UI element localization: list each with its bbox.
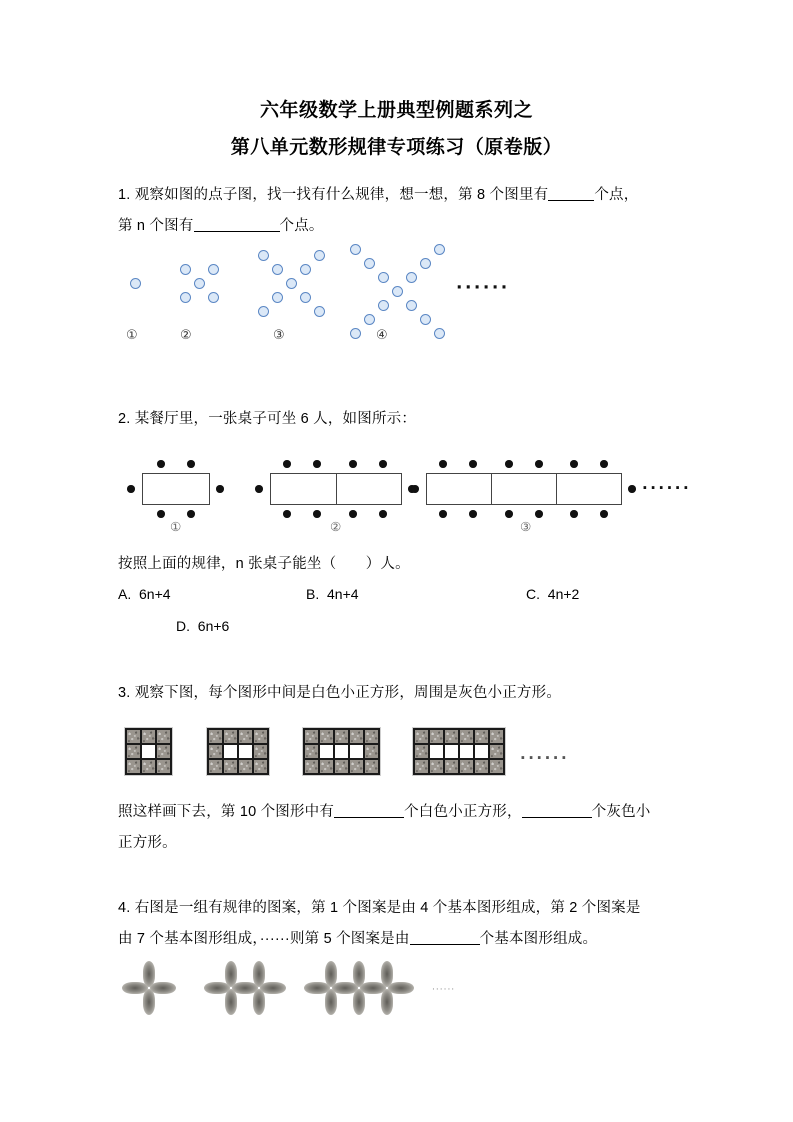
dot	[314, 306, 325, 317]
question-4-ellipsis: ······	[432, 985, 456, 995]
gray-square	[430, 730, 443, 743]
square-figure-3	[302, 727, 381, 776]
document-title	[118, 0, 675, 166]
table-rect	[270, 473, 402, 505]
seat-dot	[283, 460, 291, 468]
table-group-2	[252, 459, 412, 517]
gray-square	[335, 730, 348, 743]
seat-dot	[439, 460, 447, 468]
white-square	[430, 745, 443, 758]
gray-square	[350, 730, 363, 743]
question-4-blank-1[interactable]	[410, 944, 480, 945]
dot	[194, 278, 205, 289]
question-3-text-d: 正方形。	[118, 835, 177, 851]
petal	[304, 982, 330, 994]
question-2-text: 2. 某餐厅里，一张桌子可坐 6 人，如图所示：	[118, 411, 417, 427]
option-c[interactable]	[526, 586, 579, 602]
petal	[381, 989, 393, 1015]
dot	[180, 264, 191, 275]
gray-square	[209, 760, 222, 773]
table-cell	[557, 474, 621, 504]
petal	[253, 989, 265, 1015]
gray-square	[490, 760, 503, 773]
gray-square	[224, 760, 237, 773]
seat-dot	[628, 485, 636, 493]
seat-dot	[469, 510, 477, 518]
gray-square	[209, 730, 222, 743]
white-square	[224, 745, 237, 758]
option-d[interactable]	[176, 618, 229, 634]
question-3-ellipsis: ······	[520, 749, 570, 767]
gray-square	[127, 730, 140, 743]
dot	[378, 272, 389, 283]
option-a-value: 6n+4	[139, 586, 171, 602]
question-2-options	[118, 586, 675, 648]
flower-pattern-1	[124, 963, 176, 1013]
question-1-text-c: 第 n 个图有	[118, 218, 194, 234]
dot	[364, 314, 375, 325]
figure-label-1: ①	[126, 328, 138, 343]
petal	[143, 989, 155, 1015]
dot	[258, 250, 269, 261]
dot	[378, 300, 389, 311]
question-4-text	[118, 893, 675, 955]
question-4-figure	[118, 963, 675, 1025]
table-label-2: ②	[330, 519, 342, 534]
gray-square	[305, 745, 318, 758]
white-square	[460, 745, 473, 758]
dot	[434, 244, 445, 255]
dot	[208, 292, 219, 303]
option-a[interactable]	[118, 586, 171, 602]
question-1-blank-2[interactable]	[194, 231, 280, 232]
question-1	[118, 180, 675, 356]
seat-dot	[379, 460, 387, 468]
gray-square	[305, 760, 318, 773]
white-square	[475, 745, 488, 758]
gray-square	[350, 760, 363, 773]
option-a-key: A.	[118, 586, 132, 602]
question-1-text	[118, 180, 675, 242]
question-3-text-c: 个灰色小	[591, 804, 651, 820]
flower-unit	[236, 965, 282, 1011]
seat-dot	[535, 510, 543, 518]
seat-dot	[600, 460, 608, 468]
question-1-text-d: 个点。	[279, 218, 324, 234]
table-cell	[492, 474, 557, 504]
question-3-text-b: 个白色小正方形，	[404, 804, 522, 820]
flower-pattern-2	[206, 963, 292, 1013]
dot	[364, 258, 375, 269]
seat-dot	[283, 510, 291, 518]
dot	[420, 258, 431, 269]
dot	[392, 286, 403, 297]
white-square	[239, 745, 252, 758]
option-b[interactable]	[306, 586, 359, 602]
seat-dot	[469, 460, 477, 468]
gray-square	[320, 730, 333, 743]
question-3	[118, 678, 675, 859]
dot	[130, 278, 141, 289]
dot	[406, 300, 417, 311]
table-cell	[271, 474, 337, 504]
seat-dot	[187, 460, 195, 468]
table-group-3	[408, 459, 632, 517]
question-3-prompt	[118, 797, 675, 859]
dot	[314, 250, 325, 261]
dot	[208, 264, 219, 275]
question-1-blank-1[interactable]	[548, 200, 594, 201]
seat-dot	[313, 510, 321, 518]
dot-pattern-2	[180, 264, 226, 310]
gray-square	[445, 730, 458, 743]
table-rect	[426, 473, 622, 505]
gray-square	[460, 760, 473, 773]
question-3-blank-1[interactable]	[334, 817, 404, 818]
question-1-text-b: 个点，	[594, 187, 639, 203]
dot	[350, 328, 361, 339]
seat-dot	[313, 460, 321, 468]
seat-dot	[505, 510, 513, 518]
dot	[286, 278, 297, 289]
petal	[388, 982, 414, 994]
table-rect	[142, 473, 210, 505]
petal	[204, 982, 230, 994]
question-2-prompt: 按照上面的规律，n 张桌子能坐（ ）人。	[118, 556, 410, 572]
table-label-3: ③	[520, 519, 532, 534]
seat-dot	[570, 510, 578, 518]
figure-label-4: ④	[376, 328, 388, 343]
option-c-value: 4n+2	[547, 586, 580, 602]
gray-square	[490, 745, 503, 758]
gray-square	[239, 760, 252, 773]
gray-square	[415, 760, 428, 773]
table-group-1	[124, 459, 220, 517]
gray-square	[142, 760, 155, 773]
seat-dot	[157, 510, 165, 518]
dot-pattern-1	[130, 278, 150, 298]
dot	[350, 244, 361, 255]
gray-square	[157, 745, 170, 758]
option-b-key: B.	[306, 586, 320, 602]
dot	[434, 328, 445, 339]
white-square	[335, 745, 348, 758]
gray-square	[142, 730, 155, 743]
dot	[300, 292, 311, 303]
dot	[406, 272, 417, 283]
question-4-text-b: 由 7 个基本图形组成，······则第 5 个图案是由	[118, 931, 410, 947]
gray-square	[254, 745, 267, 758]
table-cell	[337, 474, 402, 504]
gray-square	[415, 730, 428, 743]
dot	[300, 264, 311, 275]
gray-square	[475, 760, 488, 773]
question-2-figure	[118, 445, 692, 537]
question-3-figure	[118, 721, 675, 791]
question-3-text-a: 照这样画下去，第 10 个图形中有	[118, 804, 335, 820]
white-square	[142, 745, 155, 758]
question-2-ellipsis: ······	[642, 479, 692, 497]
dot	[272, 292, 283, 303]
question-1-ellipsis: ······	[456, 278, 510, 298]
option-d-key: D.	[176, 618, 190, 634]
option-d-value: 6n+6	[197, 618, 230, 634]
dot	[258, 306, 269, 317]
table-label-1: ①	[170, 519, 182, 534]
dot	[420, 314, 431, 325]
table-cell	[427, 474, 492, 504]
gray-square	[254, 730, 267, 743]
gray-square	[430, 760, 443, 773]
seat-dot	[535, 460, 543, 468]
square-figure-4	[412, 727, 506, 776]
gray-square	[127, 760, 140, 773]
figure-label-3: ③	[273, 328, 285, 343]
gray-square	[254, 760, 267, 773]
flower-unit	[126, 965, 172, 1011]
seat-dot	[411, 485, 419, 493]
seat-dot	[157, 460, 165, 468]
gray-square	[305, 730, 318, 743]
seat-dot	[505, 460, 513, 468]
white-square	[320, 745, 333, 758]
option-b-value: 4n+4	[327, 586, 359, 602]
gray-square	[157, 730, 170, 743]
gray-square	[445, 760, 458, 773]
dot-pattern-4	[350, 244, 452, 346]
question-2	[118, 404, 692, 648]
gray-square	[127, 745, 140, 758]
question-1-figure	[118, 256, 675, 356]
gray-square	[239, 730, 252, 743]
dot	[272, 264, 283, 275]
seat-dot	[349, 510, 357, 518]
flower-pattern-3	[306, 963, 426, 1013]
seat-dot	[570, 460, 578, 468]
gray-square	[415, 745, 428, 758]
question-3-text: 3. 观察下图，每个图形中间是白色小正方形，周围是灰色小正方形。	[118, 685, 562, 701]
gray-square	[365, 730, 378, 743]
question-4	[118, 893, 675, 1025]
seat-dot	[216, 485, 224, 493]
seat-dot	[600, 510, 608, 518]
gray-square	[224, 730, 237, 743]
square-figure-2	[206, 727, 270, 776]
seat-dot	[439, 510, 447, 518]
question-3-blank-2[interactable]	[522, 817, 592, 818]
option-c-key: C.	[526, 586, 540, 602]
figure-label-2: ②	[180, 328, 192, 343]
seat-dot	[349, 460, 357, 468]
gray-square	[209, 745, 222, 758]
question-4-text-c: 个基本图形组成。	[479, 931, 598, 947]
title-line-2: 第八单元数形规律专项练习（原卷版）	[230, 137, 563, 158]
white-square	[445, 745, 458, 758]
gray-square	[460, 730, 473, 743]
question-4-text-a: 4. 右图是一组有规律的图案，第 1 个图案是由 4 个基本图形组成，第 2 个图案是	[118, 900, 641, 916]
seat-dot	[127, 485, 135, 493]
question-1-text-a: 1. 观察如图的点子图，找一找有什么规律，想一想，第 8 个图里有	[118, 187, 549, 203]
dot	[180, 292, 191, 303]
petal	[260, 982, 286, 994]
seat-dot	[187, 510, 195, 518]
gray-square	[490, 730, 503, 743]
gray-square	[365, 745, 378, 758]
petal	[122, 982, 148, 994]
gray-square	[320, 760, 333, 773]
table-cell	[143, 474, 209, 504]
gray-square	[335, 760, 348, 773]
gray-square	[475, 730, 488, 743]
title-line-1: 六年级数学上册典型例题系列之	[259, 100, 533, 121]
gray-square	[365, 760, 378, 773]
seat-dot	[255, 485, 263, 493]
square-figure-1	[124, 727, 173, 776]
white-square	[350, 745, 363, 758]
gray-square	[157, 760, 170, 773]
flower-unit	[364, 965, 410, 1011]
dot-pattern-3	[258, 250, 332, 324]
petal	[150, 982, 176, 994]
seat-dot	[379, 510, 387, 518]
